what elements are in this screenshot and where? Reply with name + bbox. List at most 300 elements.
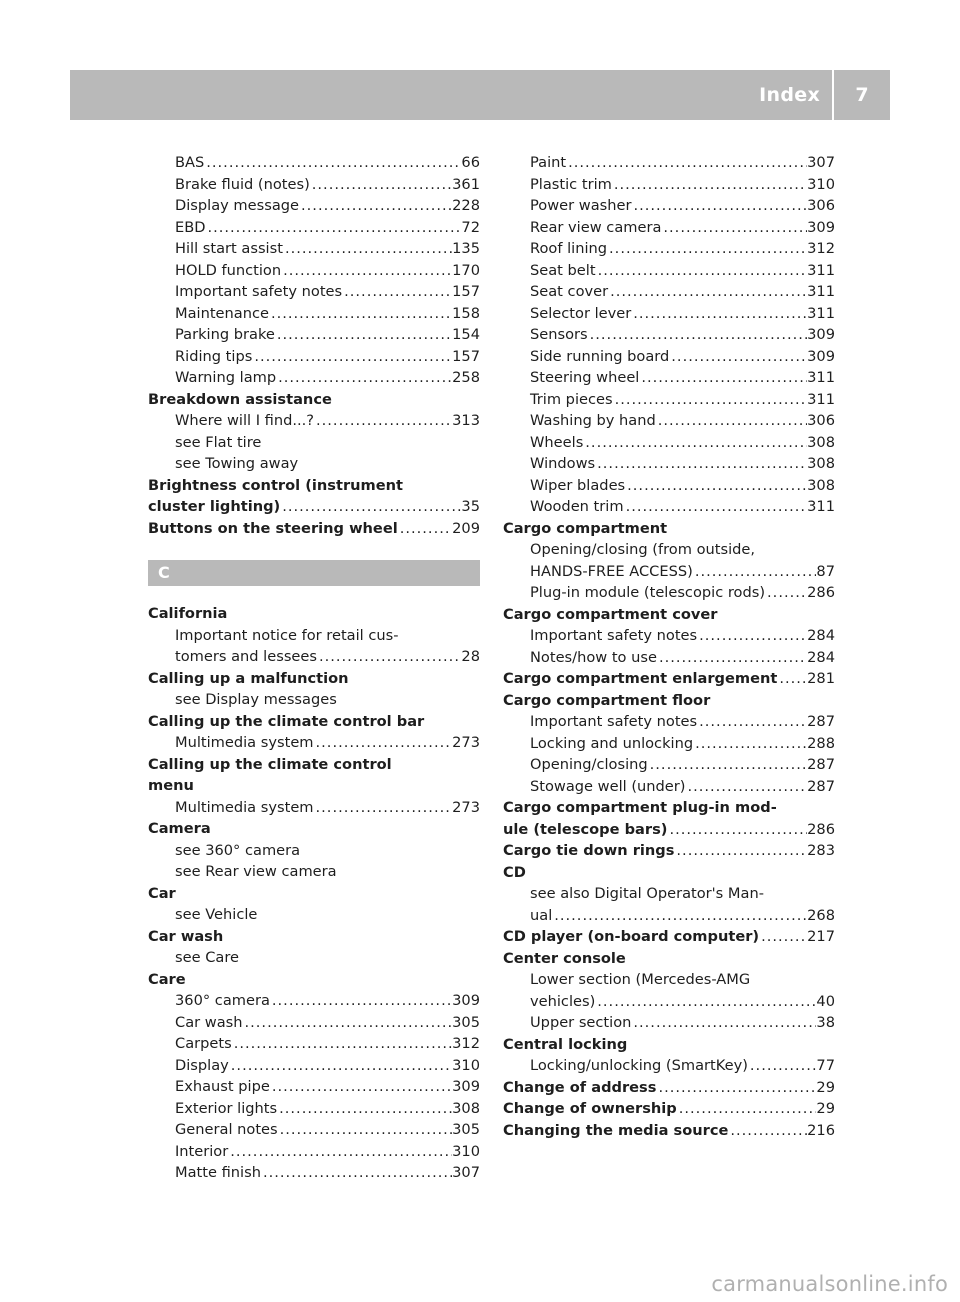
index-subentry (503, 582, 835, 604)
index-subentry (148, 1162, 480, 1184)
dot-leader (342, 281, 452, 303)
entry-text: see Vehicle (175, 906, 258, 923)
entry-text: Important safety notes (530, 713, 698, 730)
index-subentry (503, 496, 835, 518)
entry-text: Side running board (530, 347, 670, 365)
index-subentry (148, 303, 480, 325)
page-reference: 268 (807, 906, 835, 924)
dot-leader (631, 1012, 816, 1034)
entry-text: cluster lighting) (148, 498, 281, 515)
entry-text: Parking brake (175, 326, 275, 343)
dot-leader (243, 1012, 453, 1034)
index-entry (503, 604, 835, 626)
entry-text: Change of ownership (503, 1100, 677, 1117)
dot-leader (204, 152, 461, 174)
entry-text: Interior (175, 1142, 229, 1160)
dot-leader (552, 905, 807, 927)
page-reference: 287 (807, 756, 835, 773)
page-reference: 311 (807, 283, 835, 300)
dot-leader (685, 776, 807, 798)
index-subentry (148, 1033, 480, 1055)
page-reference: 40 (816, 992, 835, 1010)
dot-leader (697, 625, 807, 647)
entry-text: see also Digital Operator's Man- (530, 885, 764, 902)
dot-leader (631, 195, 807, 217)
page-reference: 309 (807, 326, 835, 343)
index-subentry (503, 367, 835, 389)
entry-text: see Display messages (175, 691, 337, 708)
index-subentry (148, 861, 480, 883)
page-reference: 287 (807, 777, 835, 795)
entry-text: BAS (175, 154, 205, 171)
page-reference: 281 (807, 670, 835, 687)
page-reference: 311 (807, 369, 835, 386)
page-reference: 309 (452, 992, 480, 1009)
index-entry (503, 518, 835, 540)
page-reference: 311 (807, 304, 835, 322)
index-subentry (503, 174, 835, 196)
entry-text: Steering wheel (530, 369, 640, 386)
entry-text: Camera (148, 820, 211, 837)
entry-text: Buttons on the steering wheel (148, 519, 398, 537)
entry-text: Opening/closing (530, 756, 648, 773)
index-subentry (148, 990, 480, 1012)
dot-leader (625, 475, 807, 497)
dot-leader (278, 1119, 453, 1141)
dot-leader (270, 1076, 452, 1098)
entry-text: Lower section (Mercedes-AMG (530, 971, 751, 988)
index-subentry (148, 217, 480, 239)
index-subentry (503, 475, 835, 497)
page-reference: 284 (807, 627, 835, 644)
page-reference: 312 (452, 1035, 480, 1052)
index-entry (503, 819, 835, 841)
index-entry (503, 797, 835, 819)
entry-text: Car wash (148, 927, 224, 945)
index-subentry (148, 324, 480, 346)
dot-leader (280, 496, 461, 518)
index-subentry (148, 152, 480, 174)
dot-leader (648, 754, 807, 776)
page-reference: 310 (452, 1056, 480, 1074)
dot-leader (765, 582, 807, 604)
dot-leader (270, 990, 452, 1012)
index-entry (503, 1077, 835, 1099)
index-subentry (148, 689, 480, 711)
dot-leader (310, 174, 452, 196)
index-entry (148, 389, 480, 411)
index-subentry (503, 969, 835, 991)
entry-text: Upper section (530, 1014, 632, 1031)
entry-text: Notes/how to use (530, 648, 657, 666)
page-reference: 35 (461, 498, 480, 515)
dot-leader (261, 1162, 452, 1184)
dot-leader (232, 1033, 452, 1055)
page-reference: 209 (452, 519, 480, 537)
dot-leader (277, 1098, 452, 1120)
entry-text: Multimedia system (175, 798, 314, 816)
entry-text: Trim pieces (530, 390, 613, 408)
entry-text: Windows (530, 455, 596, 472)
entry-text: Locking and unlocking (530, 734, 694, 752)
index-subentry (148, 1098, 480, 1120)
dot-leader (624, 496, 808, 518)
letter-heading: C (148, 560, 480, 586)
page-reference: 283 (807, 842, 835, 859)
index-subentry (503, 647, 835, 669)
page-reference: 154 (452, 326, 480, 343)
index-subentry (148, 732, 480, 754)
entry-text: CD (503, 863, 526, 881)
page-header (70, 70, 890, 120)
index-column-left (148, 152, 480, 1184)
index-entry (148, 711, 480, 733)
dot-leader (596, 260, 808, 282)
index-subentry (503, 905, 835, 927)
index-subentry (503, 453, 835, 475)
dot-leader (252, 346, 452, 368)
entry-text: General notes (175, 1121, 278, 1138)
page-reference: 216 (807, 1121, 835, 1139)
index-subentry (148, 840, 480, 862)
index-entry (148, 969, 480, 991)
page-reference: 308 (807, 433, 835, 451)
dot-leader (314, 797, 453, 819)
entry-text: Calling up a malfunction (148, 669, 349, 687)
index-column-right (503, 152, 835, 1141)
page-reference: 158 (452, 304, 480, 322)
index-subentry (148, 453, 480, 475)
index-subentry (148, 1119, 480, 1141)
page-reference: 307 (452, 1164, 480, 1181)
dot-leader (693, 733, 807, 755)
entry-text: Where will I find...? (175, 412, 315, 429)
index-subentry (503, 561, 835, 583)
index-subentry (503, 754, 835, 776)
index-subentry (503, 195, 835, 217)
entry-text: Selector lever (530, 304, 632, 322)
dot-leader (657, 647, 807, 669)
entry-text: Important safety notes (175, 283, 343, 300)
dot-leader (661, 217, 807, 239)
index-subentry (503, 260, 835, 282)
page-reference: 157 (452, 347, 480, 365)
dot-leader (583, 432, 807, 454)
entry-text: Change of address (503, 1078, 657, 1096)
index-subentry (148, 174, 480, 196)
entry-text: Plug-in module (telescopic rods) (530, 584, 766, 601)
page-reference: 170 (452, 261, 480, 279)
page-reference: 273 (452, 734, 480, 751)
index-subentry (503, 346, 835, 368)
page-reference: 307 (807, 154, 835, 171)
entry-text: see Rear view camera (175, 863, 337, 880)
entry-text: Important notice for retail cus- (175, 626, 399, 644)
dot-leader (314, 410, 452, 432)
page-reference: 258 (452, 369, 480, 386)
dot-leader (283, 238, 452, 260)
entry-text: HANDS-FREE ACCESS) (530, 562, 693, 580)
dot-leader (728, 1120, 807, 1142)
index-subentry (148, 410, 480, 432)
dot-leader (566, 152, 807, 174)
page-reference: 217 (807, 928, 835, 945)
entry-text: Opening/closing (from outside, (530, 541, 756, 558)
index-entry (148, 818, 480, 840)
entry-text: Center console (503, 949, 626, 967)
index-subentry (148, 346, 480, 368)
entry-text: Warning lamp (175, 369, 277, 386)
entry-text: Central locking (503, 1035, 628, 1053)
index-subentry (148, 1012, 480, 1034)
index-subentry (503, 1012, 835, 1034)
dot-leader (595, 453, 807, 475)
page-reference: 310 (452, 1142, 480, 1160)
dot-leader (669, 346, 807, 368)
dot-leader (677, 1098, 817, 1120)
entry-text: Important safety notes (530, 627, 698, 644)
dot-leader (639, 367, 807, 389)
entry-text: menu (148, 777, 194, 794)
entry-text: Carpets (175, 1035, 232, 1052)
entry-text: Hill start assist (175, 240, 283, 257)
page-reference: 29 (816, 1078, 835, 1096)
entry-text: see Care (175, 949, 239, 966)
entry-text: Cargo compartment enlargement (503, 670, 778, 687)
index-subentry (148, 238, 480, 260)
page-reference: 310 (807, 175, 835, 193)
entry-text: Plastic trim (530, 175, 612, 193)
page-reference: 288 (807, 734, 835, 752)
entry-text: CD player (on-board computer) (503, 928, 760, 945)
page-reference: 305 (452, 1013, 480, 1031)
page-reference: 309 (807, 218, 835, 236)
page-reference: 361 (452, 175, 480, 193)
index-entry (148, 603, 480, 625)
index-entry (503, 840, 835, 862)
entry-text: Stowage well (under) (530, 777, 686, 795)
dot-leader (314, 732, 453, 754)
index-entry (503, 1120, 835, 1142)
entry-text: Locking/unlocking (SmartKey) (530, 1057, 748, 1074)
entry-text: Calling up the climate control bar (148, 712, 425, 730)
index-subentry (148, 1141, 480, 1163)
page-reference: 313 (452, 412, 480, 429)
page-reference: 308 (452, 1099, 480, 1117)
page-reference: 77 (816, 1057, 835, 1074)
entry-text: Calling up the climate control (148, 755, 392, 773)
dot-leader (398, 518, 452, 540)
index-subentry (503, 539, 835, 561)
index-subentry (148, 195, 480, 217)
entry-text: Cargo compartment floor (503, 691, 711, 709)
dot-leader (317, 646, 461, 668)
page-reference: 308 (807, 455, 835, 472)
index-entry (148, 883, 480, 905)
entry-text: Cargo compartment cover (503, 605, 718, 623)
watermark: carmanualsonline.info (711, 1272, 948, 1296)
dot-leader (697, 711, 807, 733)
index-subentry (503, 733, 835, 755)
index-subentry (503, 410, 835, 432)
dot-leader (276, 367, 452, 389)
index-subentry (148, 625, 480, 647)
index-entry (503, 926, 835, 948)
entry-text: vehicles) (530, 992, 596, 1010)
entry-text: see Flat tire (175, 433, 262, 451)
dot-leader (656, 410, 807, 432)
page-number: 7 (855, 84, 869, 106)
index-entry (148, 668, 480, 690)
index-subentry (148, 797, 480, 819)
entry-text: Paint (530, 154, 567, 171)
page-reference: 157 (452, 283, 480, 300)
index-subentry (503, 238, 835, 260)
entry-text: Rear view camera (530, 218, 662, 236)
entry-text: Wiper blades (530, 476, 626, 494)
page-reference: 273 (452, 798, 480, 816)
page-reference: 311 (807, 390, 835, 408)
page-reference: 87 (816, 562, 835, 580)
dot-leader (777, 668, 807, 690)
dot-leader (275, 324, 452, 346)
index-subentry (148, 947, 480, 969)
entry-text: Power washer (530, 197, 632, 214)
page-reference: 309 (807, 347, 835, 365)
index-subentry (503, 711, 835, 733)
entry-text: Care (148, 970, 186, 988)
dot-leader (281, 260, 452, 282)
entry-text: Sensors (530, 326, 588, 343)
entry-text: Riding tips (175, 347, 253, 365)
section-title: Index (759, 84, 820, 106)
page-reference: 308 (807, 476, 835, 494)
entry-text: Matte finish (175, 1164, 261, 1181)
dot-leader (613, 389, 808, 411)
index-subentry (503, 389, 835, 411)
index-subentry (503, 432, 835, 454)
entry-text: Brake fluid (notes) (175, 175, 310, 193)
dot-leader (269, 303, 452, 325)
entry-text: ual (530, 906, 553, 924)
entry-text: EBD (175, 218, 206, 236)
page-reference: 135 (452, 240, 480, 257)
index-subentry (503, 303, 835, 325)
dot-leader (667, 819, 807, 841)
entry-text: Wheels (530, 433, 584, 451)
dot-leader (228, 1141, 452, 1163)
entry-text: Seat cover (530, 283, 609, 300)
dot-leader (748, 1055, 817, 1077)
dot-leader (631, 303, 807, 325)
dot-leader (595, 991, 816, 1013)
dot-leader (612, 174, 807, 196)
entry-text: Multimedia system (175, 734, 314, 751)
entry-text: Display (175, 1056, 229, 1074)
dot-leader (229, 1055, 452, 1077)
dot-leader (674, 840, 807, 862)
entry-text: Display message (175, 197, 300, 214)
entry-text: HOLD function (175, 261, 282, 279)
dot-leader (693, 561, 817, 583)
index-entry (503, 1098, 835, 1120)
index-subentry (503, 991, 835, 1013)
entry-text: Cargo compartment (503, 519, 668, 537)
entry-text: Changing the media source (503, 1121, 729, 1139)
entry-text: Maintenance (175, 304, 269, 322)
index-subentry (148, 1076, 480, 1098)
page-reference: 38 (816, 1014, 835, 1031)
index-subentry (503, 776, 835, 798)
page-reference: 228 (452, 197, 480, 214)
index-entry (148, 754, 480, 776)
index-subentry (503, 883, 835, 905)
index-subentry (148, 1055, 480, 1077)
entry-text: 360° camera (175, 992, 270, 1009)
index-subentry (148, 281, 480, 303)
index-subentry (148, 260, 480, 282)
entry-text: see Towing away (175, 455, 299, 472)
page-reference: 311 (807, 498, 835, 515)
page-reference: 312 (807, 240, 835, 257)
dot-leader (608, 281, 807, 303)
page-reference: 309 (452, 1078, 480, 1095)
page-reference: 306 (807, 412, 835, 429)
page-reference: 284 (807, 648, 835, 666)
entry-text: Cargo tie down rings (503, 842, 675, 859)
index-entry (503, 1034, 835, 1056)
entry-text: California (148, 605, 228, 622)
index-entry (148, 518, 480, 540)
index-subentry (503, 324, 835, 346)
page-reference: 286 (807, 820, 835, 838)
index-entry (148, 496, 480, 518)
entry-text: Roof lining (530, 240, 608, 257)
index-subentry (148, 367, 480, 389)
entry-text: ule (telescope bars) (503, 820, 668, 838)
page-reference: 72 (461, 218, 480, 236)
entry-text: Breakdown assistance (148, 390, 332, 408)
page-reference: 287 (807, 713, 835, 730)
page-reference: 29 (816, 1100, 835, 1117)
index-entry (148, 926, 480, 948)
page-reference: 66 (461, 154, 480, 171)
index-entry (503, 668, 835, 690)
index-entry (148, 475, 480, 497)
index-subentry (503, 281, 835, 303)
entry-text: Car (148, 884, 176, 902)
entry-text: Exhaust pipe (175, 1078, 270, 1095)
entry-text: Exterior lights (175, 1099, 278, 1117)
dot-leader (656, 1077, 816, 1099)
index-entry (503, 690, 835, 712)
entry-text: see 360° camera (175, 841, 301, 859)
index-entry (503, 862, 835, 884)
index-subentry (503, 152, 835, 174)
page-reference: 286 (807, 584, 835, 601)
dot-leader (299, 195, 452, 217)
page-reference: 311 (807, 261, 835, 279)
index-subentry (148, 904, 480, 926)
dot-leader (759, 926, 807, 948)
entry-text: Washing by hand (530, 412, 656, 429)
entry-text: Cargo compartment plug-in mod- (503, 799, 777, 816)
page-reference: 305 (452, 1121, 480, 1138)
index-subentry (148, 646, 480, 668)
dot-leader (205, 217, 461, 239)
index-subentry (503, 625, 835, 647)
page-reference: 306 (807, 197, 835, 214)
